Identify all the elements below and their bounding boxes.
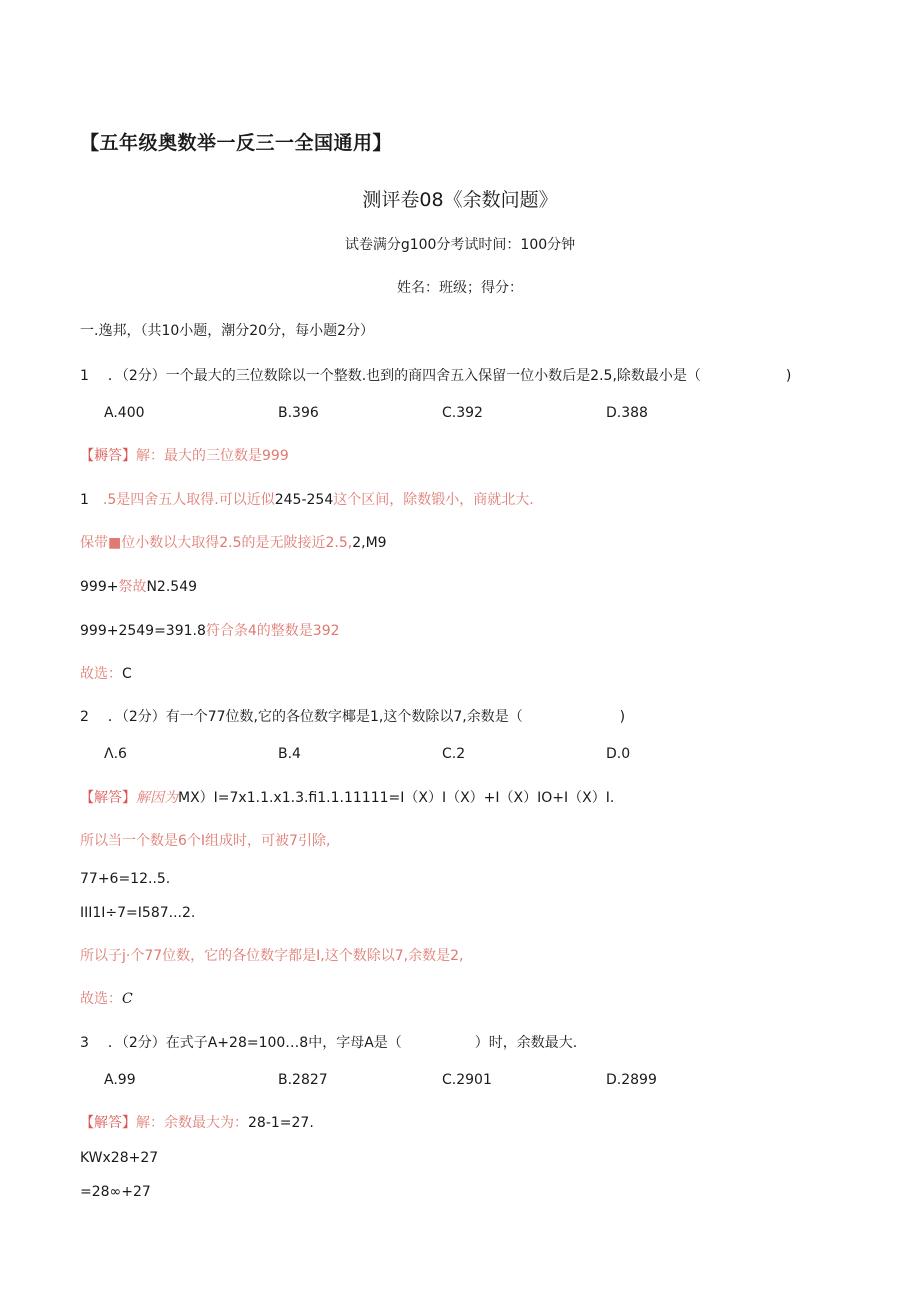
answer-line <box>80 620 340 640</box>
answer-text: KWx28+27 <box>80 1150 159 1166</box>
answer-text: 所以当一个数是6个I组成时，可被7引除, <box>80 833 331 849</box>
answer-line <box>80 988 133 1008</box>
answer-text: C <box>122 991 133 1007</box>
answer-line <box>80 905 195 921</box>
question-close: ) <box>619 709 626 725</box>
answer-line <box>80 1150 158 1166</box>
answer-line <box>80 945 463 965</box>
answer-text: 符合条4的整数是392 <box>205 623 340 639</box>
question-number: 1 <box>80 368 89 384</box>
answer-text: 解：最大的三位数是 <box>136 448 262 464</box>
question-stem: ．（2分）一个最大的三位数除以一个整数.也到的商四舍五入保留一位小数后是2.5,除数最小是（ <box>107 368 701 384</box>
question-close: ）时，余数最大. <box>474 1035 578 1051</box>
answer-text: 祭故 <box>118 579 147 595</box>
answer-line <box>80 1184 151 1200</box>
answer-line <box>80 489 534 509</box>
student-info-line: 姓名：班级；得分： <box>397 280 523 296</box>
question-stem: ．（2分）在式子A+28=100…8中，字母A是（ <box>107 1035 402 1051</box>
answer-line <box>80 663 132 683</box>
question-3 <box>80 1032 577 1052</box>
answer-text: =28∞+27 <box>80 1184 151 1200</box>
option-d: D.388 <box>606 405 648 421</box>
answer-text: 这个区间，除数锻小，商就北大. <box>333 492 534 508</box>
answer-line <box>80 445 289 465</box>
answer-line <box>80 871 170 887</box>
question-2 <box>80 706 625 726</box>
answer-tag: 【解答】 <box>80 1115 136 1131</box>
answer-text: 999 <box>262 448 289 464</box>
page-title: 测评卷08《余数问题》 <box>362 189 558 211</box>
option-c: C.392 <box>442 405 483 421</box>
answer-tag: 【耨答】 <box>80 448 136 464</box>
option-b: B.4 <box>278 746 301 762</box>
option-c: C.2901 <box>442 1072 492 1088</box>
option-b: B.396 <box>278 405 319 421</box>
answer-text: 999+2549=391.8 <box>80 623 206 639</box>
question-1 <box>80 365 791 385</box>
answer-text: 保带■位小数以大取得2.5的是无陂接近2.5, <box>80 535 353 551</box>
answer-text: 2,M9 <box>352 535 387 551</box>
answer-text: .5是四舍五人取得.可以近似 <box>102 492 275 508</box>
answer-text: 1 <box>80 492 89 508</box>
exam-info: 试卷满分g100分考试时间：100分钟 <box>344 237 576 253</box>
option-d: D.0 <box>606 746 631 762</box>
answer-tag: 【解答】 <box>80 790 136 806</box>
answer-line <box>80 787 614 807</box>
document-header: 【五年级奥数举一反三一全国通用】 <box>80 132 393 154</box>
section-heading: 一.逸邦，（共10小题，潮分20分，每小题2分） <box>80 323 374 339</box>
answer-text: 245-254 <box>274 492 334 508</box>
option-b: B.2827 <box>278 1072 328 1088</box>
answer-line <box>80 1112 314 1132</box>
answer-text: 999+ <box>80 579 119 595</box>
option-a: Λ.6 <box>104 746 127 762</box>
answer-text: 77+6=12..5. <box>80 871 171 887</box>
answer-line <box>80 532 387 552</box>
question-number: 2 <box>80 709 89 725</box>
question-close: ) <box>785 368 792 384</box>
answer-text: MX）I=7x1.1.x1.3.fi1.1.11111=I（X）I（X）+I（X）IO+I（X）I. <box>178 790 615 806</box>
answer-text: C <box>122 666 132 682</box>
answer-text: N2.549 <box>146 579 198 595</box>
option-a: A.99 <box>104 1072 136 1088</box>
answer-text: 故选： <box>80 666 122 682</box>
question-number: 3 <box>80 1035 89 1051</box>
answer-line <box>80 830 330 850</box>
question-stem: ．（2分）有一个77位数,它的各位数字椰是1,这个数除以7,余数是（ <box>107 709 523 725</box>
option-c: C.2 <box>442 746 466 762</box>
answer-text: 28-1=27. <box>248 1115 314 1131</box>
answer-text: III1I÷7=I587...2. <box>80 905 196 921</box>
answer-text: 所以子j·个77位数，它的各位数字都是I,这个数除以7,余数是2, <box>80 948 464 964</box>
answer-text: 故选： <box>80 991 122 1007</box>
answer-text: 解：余数最大为： <box>136 1115 248 1131</box>
answer-text: 解因为 <box>136 790 178 806</box>
option-d: D.2899 <box>606 1072 657 1088</box>
answer-line <box>80 576 197 596</box>
option-a: A.400 <box>104 405 145 421</box>
